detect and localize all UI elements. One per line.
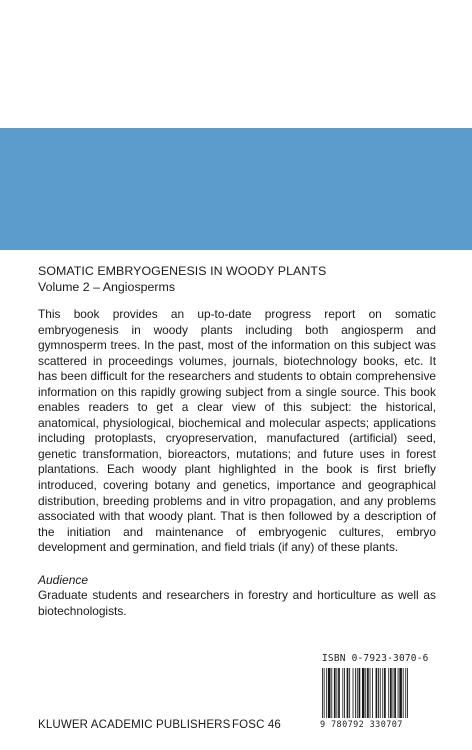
book-subtitle: Volume 2 – Angiosperms (38, 279, 176, 294)
audience-text: Graduate students and researchers in forestry and horticulture as well as biotechnologists. (38, 588, 436, 618)
isbn-label: ISBN 0-7923-3070-6 (322, 653, 429, 664)
barcode-digits: 9 780792 330707 (320, 720, 403, 730)
series-code: FOSC 46 (232, 719, 281, 731)
publisher-name: KLUWER ACADEMIC PUBLISHERS (38, 719, 231, 731)
audience-heading: Audience (38, 572, 89, 587)
book-title: SOMATIC EMBRYOGENESIS IN WOODY PLANTS (38, 264, 327, 278)
barcode-icon (322, 668, 440, 718)
cover-color-band (0, 128, 472, 250)
back-cover-text (38, 264, 436, 619)
book-description: This book provides an up-to-date progress report on somatic embryogenesis in woody plants including both angiosperm and gymnosperm trees. In the past, most of the information on this subject was scattered in proceedings volumes, journals, biotechnology books, etc. It has been difficult for the researchers and students to obtain comprehensive information on this rapidly growing subject from a single source. This book enables readers to get a clear view of this subject: the historical, anatomical, physiological, biochemical and molecular aspects; applications including protoplasts, cryopreservation, manufactured (artificial) seed, genetic transformation, bioreactors, mutations; and future uses in forest plantations. Each woody plant highlighted in the book is first briefly introduced, covering botany and genetics, importance and geographical distribution, breeding problems and in vitro propagation, and any problems associated with that woody plant. That is then followed by a description of the initiation and maintenance of embryogenic cultures, embryo development and germination, and field trials (if any) of these plants. (38, 307, 436, 555)
